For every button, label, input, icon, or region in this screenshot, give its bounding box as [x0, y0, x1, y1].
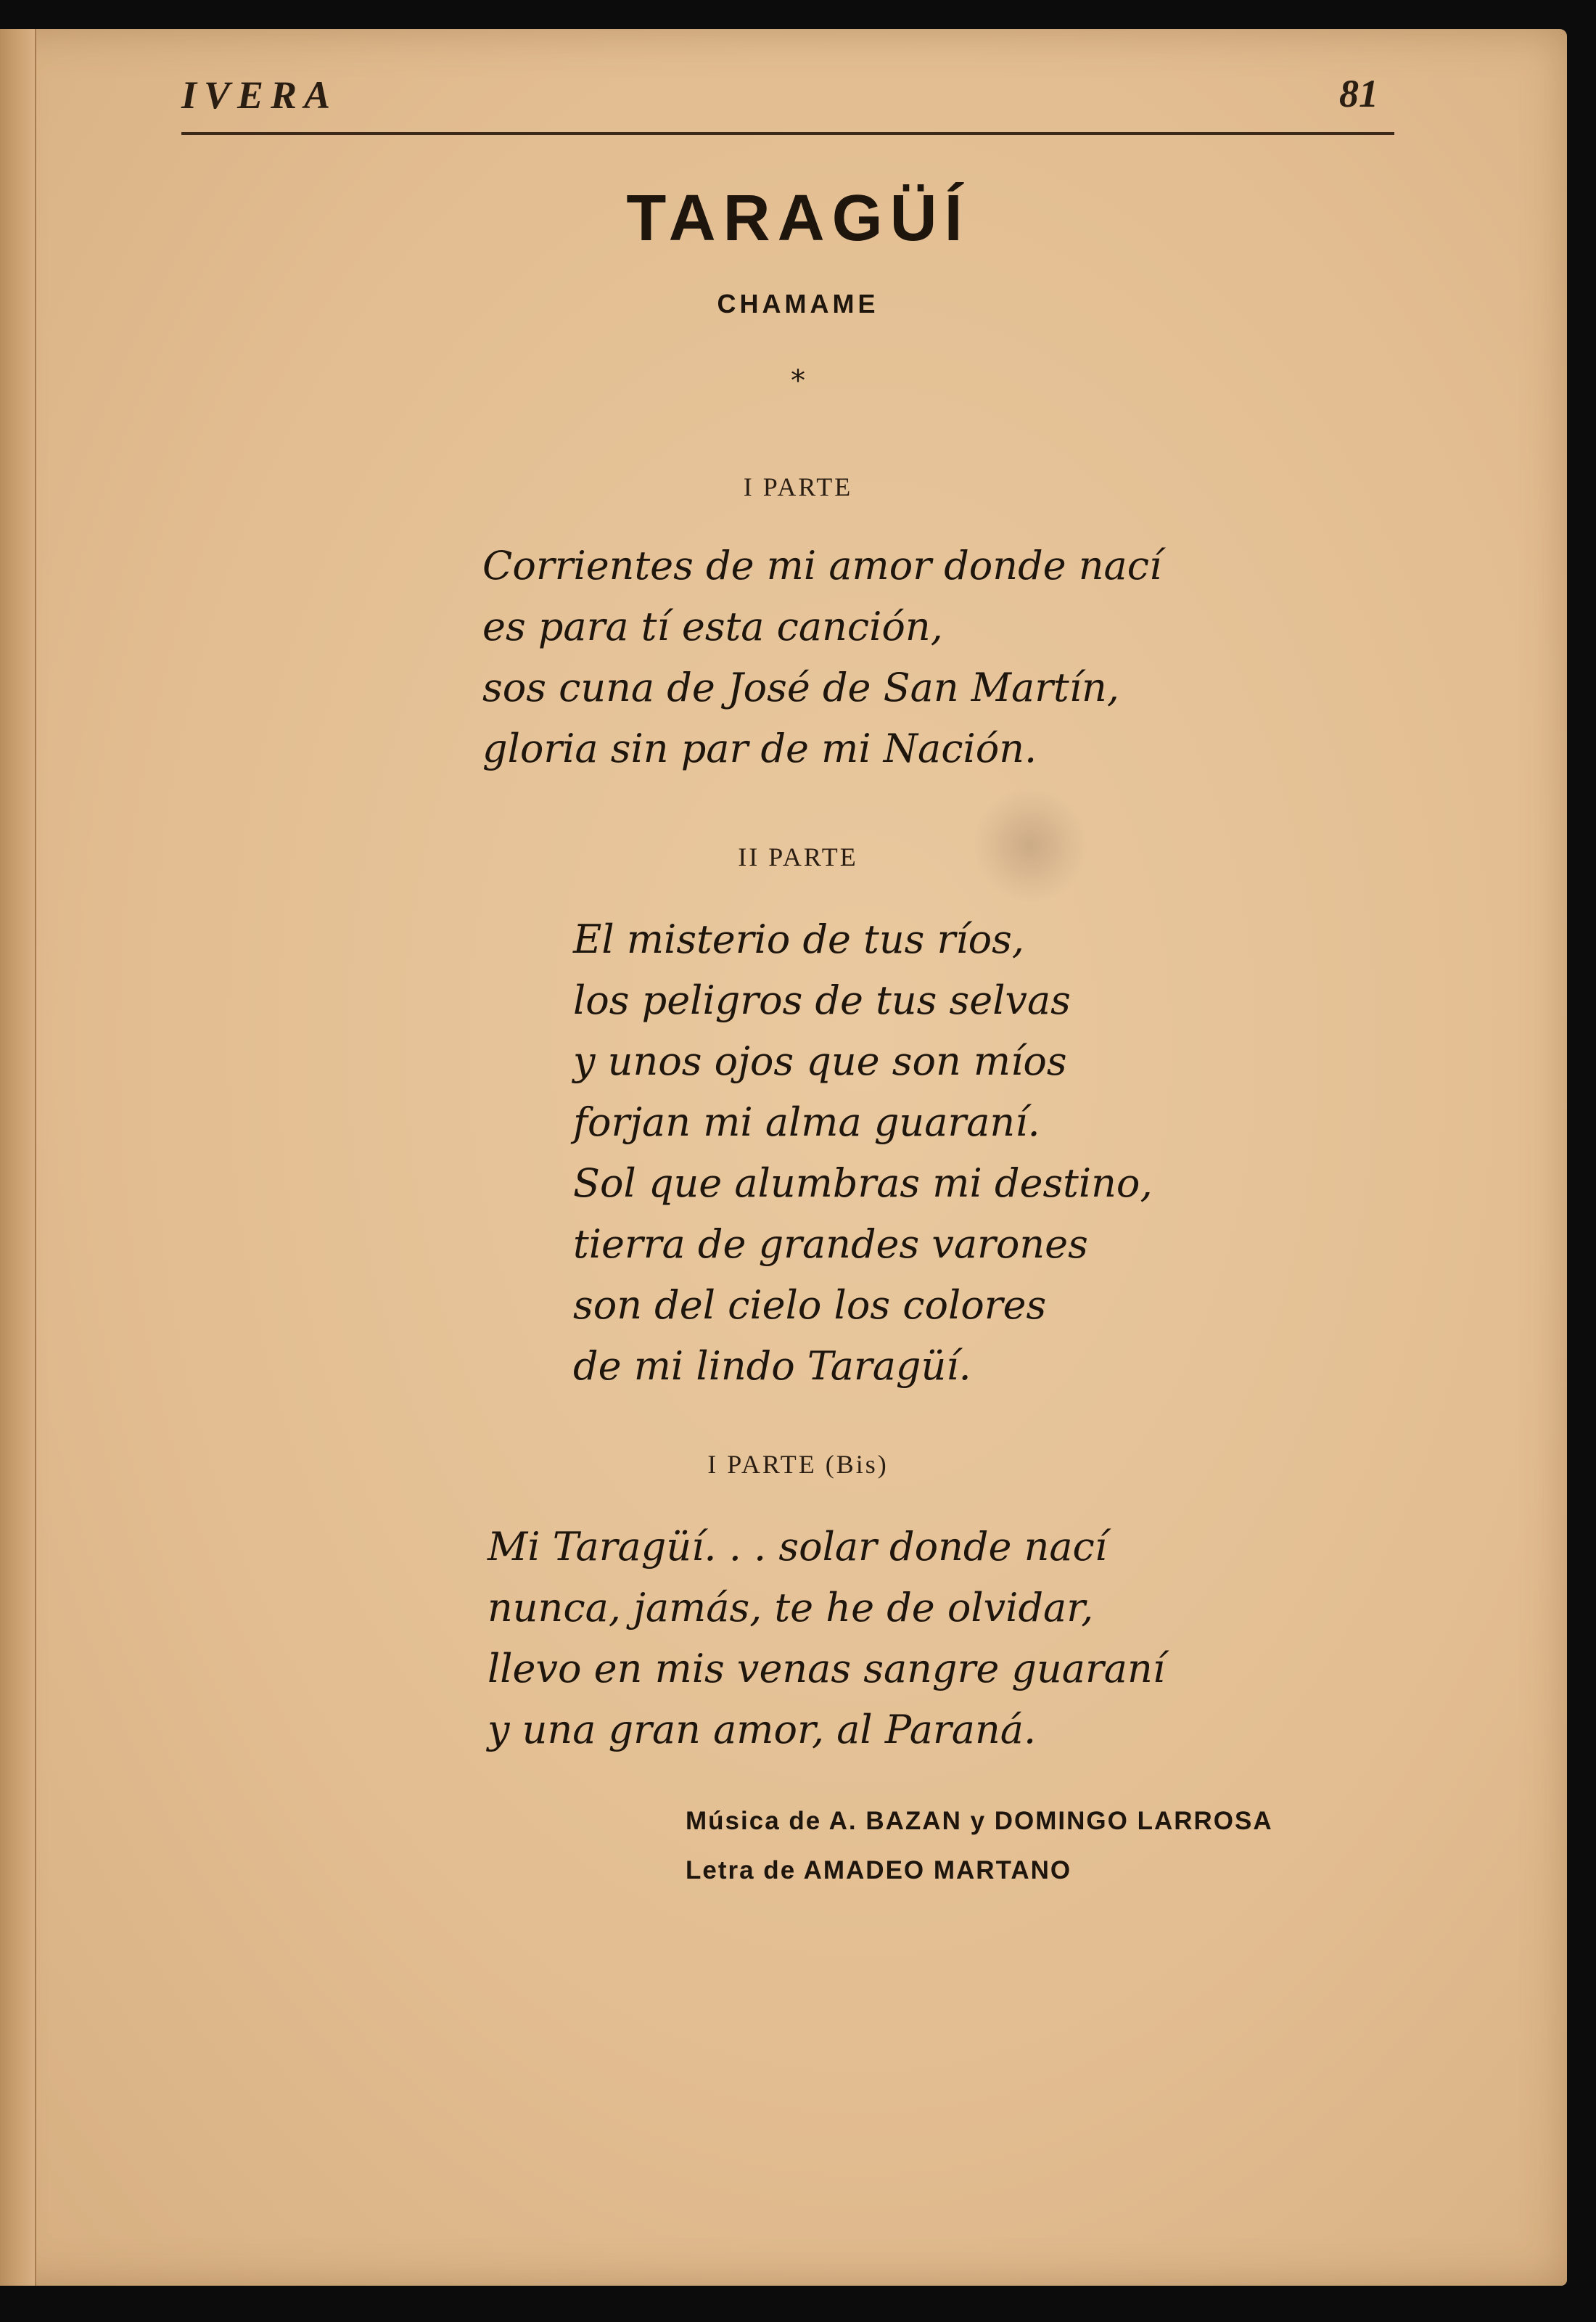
verse-line: llevo en mis venas sangre guaraní — [488, 1646, 1166, 1691]
song-genre: CHAMAME — [717, 289, 879, 319]
verse-line: sos cuna de José de San Martín, — [482, 665, 1119, 710]
verse-line: de mi lindo Taragüí. — [573, 1343, 971, 1389]
music-credit: Música de A. BAZAN y DOMINGO LARROSA — [686, 1807, 1273, 1835]
asterisk-ornament: * — [791, 364, 805, 398]
lyrics-credit: Letra de AMADEO MARTANO — [686, 1856, 1072, 1884]
section-label-1: I PARTE — [743, 472, 853, 501]
song-title: TARAGÜÍ — [626, 182, 970, 255]
verse-line: gloria sin par de mi Nación. — [482, 726, 1037, 771]
verse-line: y una gran amor, al Paraná. — [488, 1707, 1037, 1752]
verse-line: son del cielo los colores — [573, 1282, 1047, 1328]
verse-line: Sol que alumbras mi destino, — [573, 1160, 1153, 1206]
verse-1 — [482, 536, 1161, 779]
verse-line: los peligros de tus selvas — [573, 977, 1071, 1023]
verse-2 — [573, 909, 1153, 1397]
verse-line: es para tí esta canción, — [482, 604, 943, 649]
running-head: IVERA — [181, 73, 338, 117]
verse-line: El misterio de tus ríos, — [573, 916, 1024, 962]
section-label-2: II PARTE — [738, 842, 858, 871]
verse-line: Corrientes de mi amor donde nací — [482, 543, 1162, 588]
verse-3 — [488, 1517, 1165, 1760]
verse-line: tierra de grandes varones — [573, 1221, 1088, 1267]
header-rule — [181, 132, 1394, 135]
page-number: 81 — [1339, 72, 1378, 115]
verse-line: Mi Taragüí. . . solar donde nací — [488, 1524, 1108, 1570]
verse-line: nunca, jamás, te he de olvidar, — [488, 1585, 1094, 1630]
verse-line: y unos ojos que son míos — [573, 1038, 1067, 1084]
section-label-3: I PARTE (Bis) — [707, 1450, 889, 1479]
verse-line: forjan mi alma guaraní. — [573, 1099, 1040, 1145]
